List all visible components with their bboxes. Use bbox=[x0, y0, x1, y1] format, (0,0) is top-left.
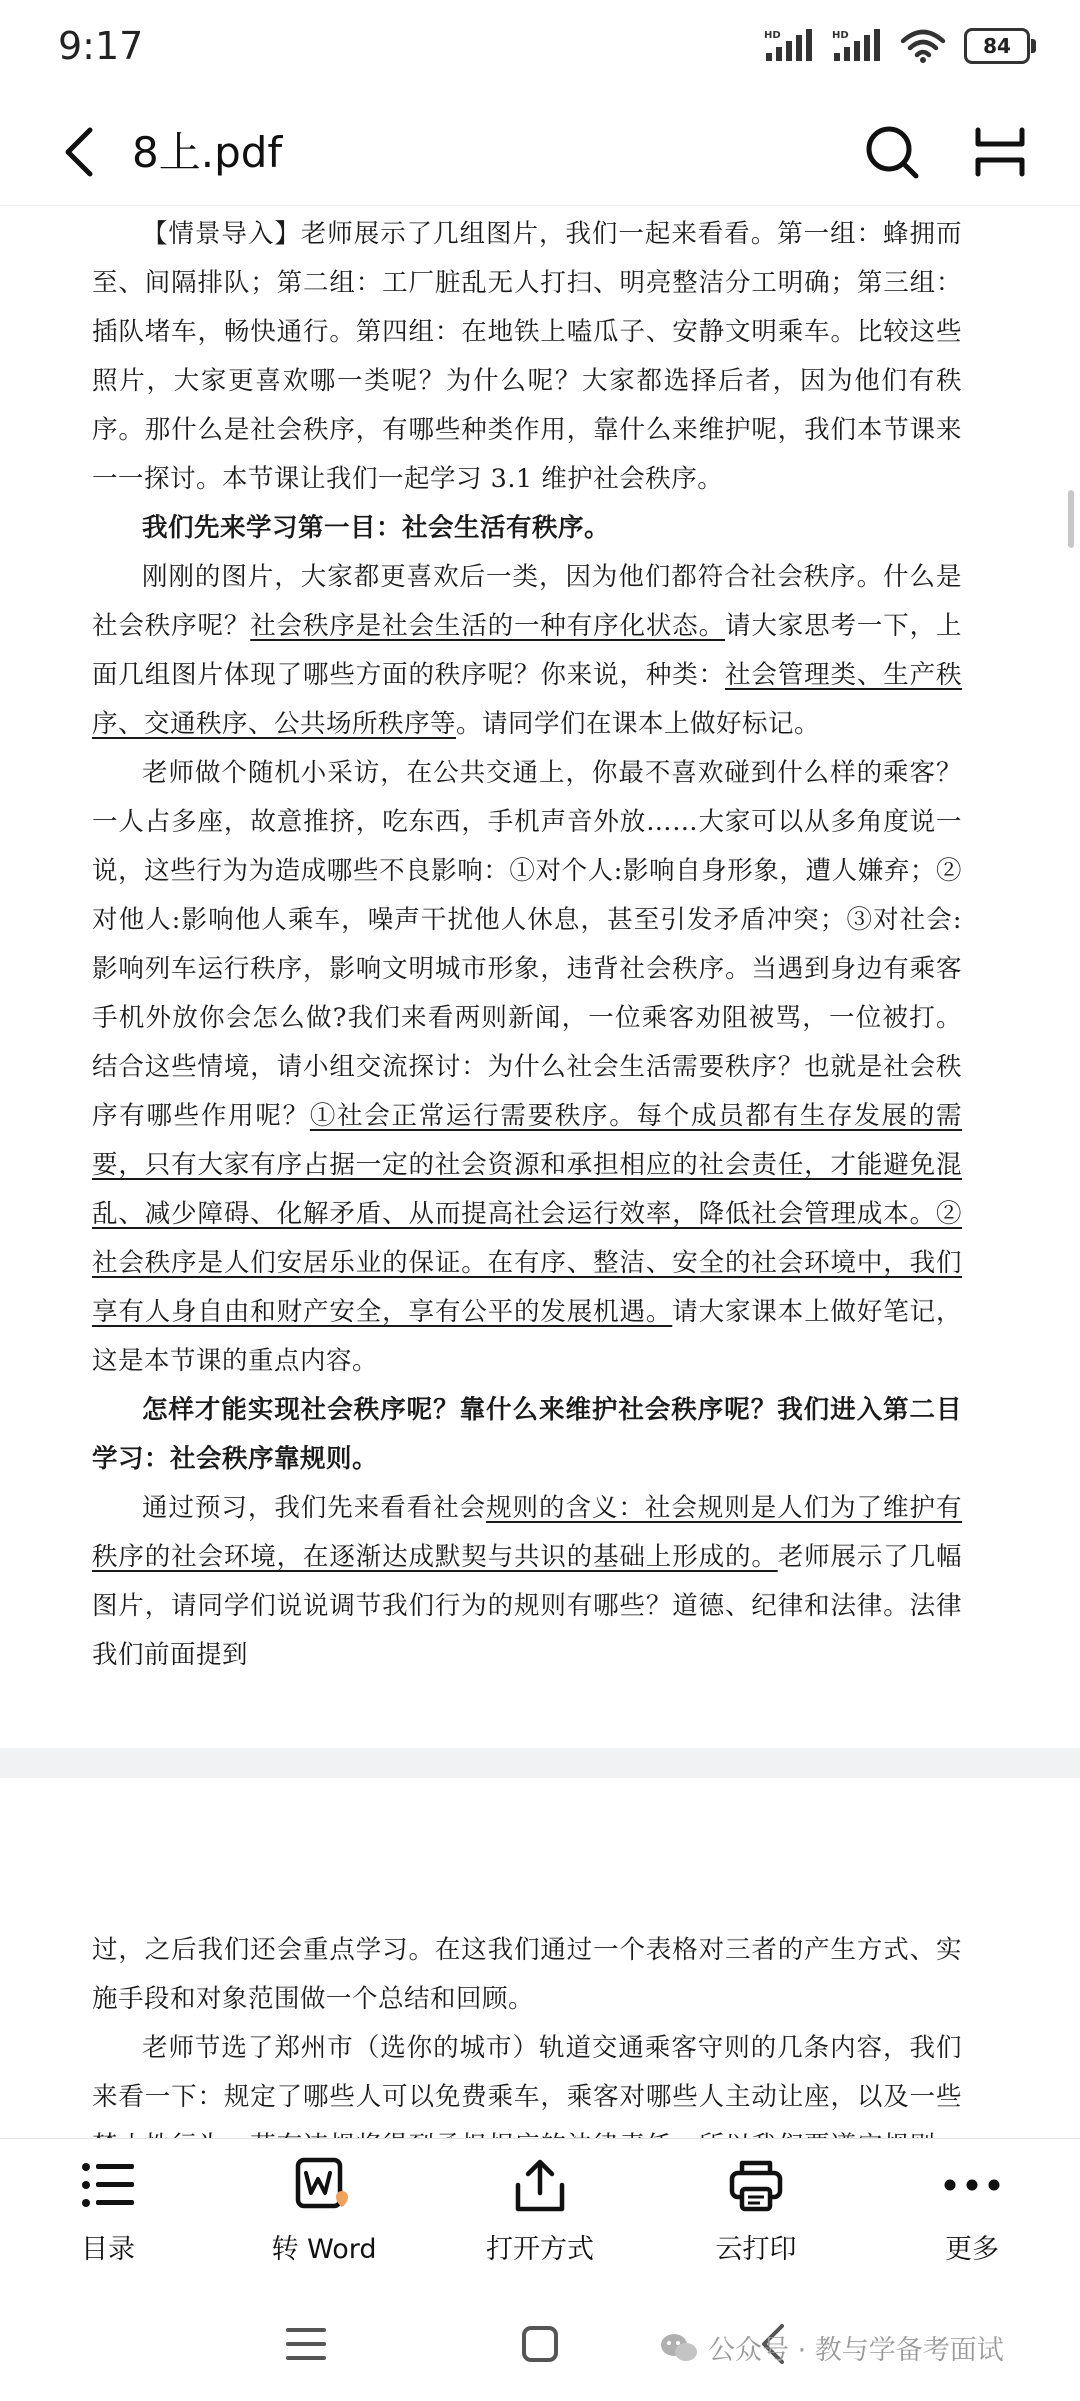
text-segment: 请大家思考一下，上面几组图片体现了哪些方面的秩序呢？你来说，种类： bbox=[92, 611, 962, 690]
text-segment: 。请同学们在课本上做好标记。 bbox=[456, 709, 821, 739]
more-label: 更多 bbox=[945, 2234, 999, 2265]
toc-button[interactable] bbox=[28, 2157, 188, 2287]
watermark-text: 公众号 · 教与学备考面试 bbox=[708, 2335, 1004, 2366]
menu-nav-icon[interactable] bbox=[276, 2314, 336, 2374]
paragraph-heading-1: 我们先来学习第一目：社会生活有秩序。 bbox=[142, 513, 611, 543]
search-icon[interactable] bbox=[862, 122, 922, 182]
text-segment: 刚刚的图片，大家都更喜欢后一类，因为他们都符合社会秩序。什么是社会秩序呢？ bbox=[92, 562, 962, 641]
title-bar bbox=[0, 100, 1080, 206]
open-with-label: 打开方式 bbox=[486, 2234, 594, 2265]
wechat-icon bbox=[660, 2332, 698, 2364]
bottom-toolbar bbox=[0, 2138, 1080, 2289]
paragraph-definition bbox=[92, 553, 962, 749]
underlined-text: 社会秩序是社会生活的一种有序化状态。 bbox=[250, 611, 725, 641]
to-word-button[interactable] bbox=[244, 2157, 404, 2287]
cloud-print-button[interactable] bbox=[676, 2157, 836, 2287]
text-segment: 老师展示了几幅图片，请同学们说说调节我们行为的规则有哪些？道德、纪律和法律。法律我们前面提到 bbox=[92, 1542, 962, 1670]
underlined-text: 社会管理类、生产秩序、交通秩序、公共场所秩序等 bbox=[92, 660, 962, 739]
paragraph-interview bbox=[92, 749, 962, 1386]
to-word-label: 转 Word bbox=[271, 2234, 377, 2265]
page1-text bbox=[92, 210, 962, 1680]
text-segment: 请大家课本上做好笔记，这是本节课的重点内容。 bbox=[92, 1297, 962, 1376]
open-with-button[interactable] bbox=[460, 2157, 620, 2287]
pdf-page-1[interactable] bbox=[0, 206, 1080, 1746]
signal-icon-2 bbox=[832, 29, 882, 63]
scroll-indicator[interactable] bbox=[1068, 490, 1074, 548]
list-icon bbox=[78, 2157, 138, 2213]
document-title: 8上.pdf bbox=[132, 128, 283, 177]
signal1-label: HD bbox=[764, 30, 781, 41]
paragraph-summary: 过，之后我们还会重点学习。在这我们通过一个表格对三者的产生方式、实施手段和对象范围做一个总结和回顾。 bbox=[92, 1935, 962, 2014]
system-nav-bar bbox=[0, 2288, 1080, 2401]
page-separator bbox=[0, 1748, 1080, 1778]
home-nav-icon[interactable] bbox=[510, 2314, 570, 2374]
toc-label: 目录 bbox=[81, 2234, 135, 2265]
layout-toggle-icon[interactable] bbox=[970, 122, 1030, 182]
wifi-icon bbox=[900, 29, 946, 63]
cloud-print-label: 云打印 bbox=[715, 2234, 797, 2265]
underlined-text: ①社会正常运行需要秩序。每个成员都有生存发展的需要，只有大家有序占据一定的社会资源和承担相应的社会责任，才能避免混乱、减少障碍、化解矛盾、从而提高社会运行效率，降低社会管理成本。②社会秩序是人们安居乐业的保证。在有序、整洁、安全的社会环境中，我们享有人身自由和财产安全，享有公平的发展机遇。 bbox=[92, 1101, 962, 1327]
battery-icon bbox=[964, 28, 1030, 64]
printer-icon bbox=[726, 2157, 786, 2213]
status-icons bbox=[764, 28, 1030, 64]
signal2-label: HD bbox=[832, 30, 849, 41]
paragraph-heading-2: 怎样才能实现社会秩序呢？靠什么来维护社会秩序呢？我们进入第二目学习：社会秩序靠规则。 bbox=[92, 1395, 962, 1474]
share-icon bbox=[510, 2157, 570, 2213]
status-time: 9:17 bbox=[58, 24, 144, 68]
underlined-text: 规则的含义：社会规则是人们为了维护有秩序的社会环境，在逐渐达成默契与共识的基础上形成的。 bbox=[92, 1493, 962, 1572]
status-bar bbox=[0, 0, 1080, 100]
text-segment: 老师做个随机小采访，在公共交通上，你最不喜欢碰到什么样的乘客？一人占多座，故意推挤，吃东西，手机声音外放……大家可以从多角度说一说，这些行为为造成哪些不良影响：①对个人:影响自身形象，遭人嫌弃；②对他人:影响他人乘车，噪声干扰他人休息，甚至引发矛盾冲突；③对社会:影响列车运行秩序，影响文明城市形象，违背社会秩序。当遇到身边有乘客手机外放你会怎么做?我们来看两则新闻，一位乘客劝阻被骂，一位被打。结合这些情境，请小组交流探讨：为什么社会生活需要秩序？也就是社会秩序有哪些作用呢？ bbox=[92, 758, 962, 1131]
more-dots-icon bbox=[942, 2157, 1002, 2213]
back-arrow-icon[interactable] bbox=[52, 122, 112, 182]
pdf-page-2[interactable] bbox=[0, 1778, 1080, 2138]
signal-icon bbox=[764, 29, 814, 63]
watermark bbox=[660, 2328, 1004, 2367]
paragraph-rules-example: 老师节选了郑州市（选你的城市）轨道交通乘客守则的几条内容，我们来看一下：规定了哪些人可以免费乘车，乘客对哪些人主动让座，以及一些 bbox=[92, 2033, 962, 2112]
paragraph-intro: 【情景导入】老师展示了几组图片，我们一起来看看。第一组：蜂拥而至、间隔排队；第二组：工厂脏乱无人打扫、明亮整洁分工明确；第三组：插队堵车，畅快通行。第四组：在地铁上嗑瓜子、安静文明乘车。比较这些照片，大家更喜欢哪一类呢？为什么呢？大家都选择后者，因为他们有秩序。那什么是社会秩序，有哪些种类作用，靠什么来维护呢，我们本节课来一一探讨。本节课让我们一起学习 3.1 维护社会秩序。 bbox=[92, 219, 962, 494]
battery-level: 84 bbox=[983, 34, 1011, 58]
paragraph-rules bbox=[92, 1484, 962, 1680]
word-convert-icon bbox=[292, 2157, 356, 2213]
text-segment: 通过预习，我们先来看看社会 bbox=[142, 1493, 487, 1523]
more-button[interactable] bbox=[892, 2157, 1052, 2287]
